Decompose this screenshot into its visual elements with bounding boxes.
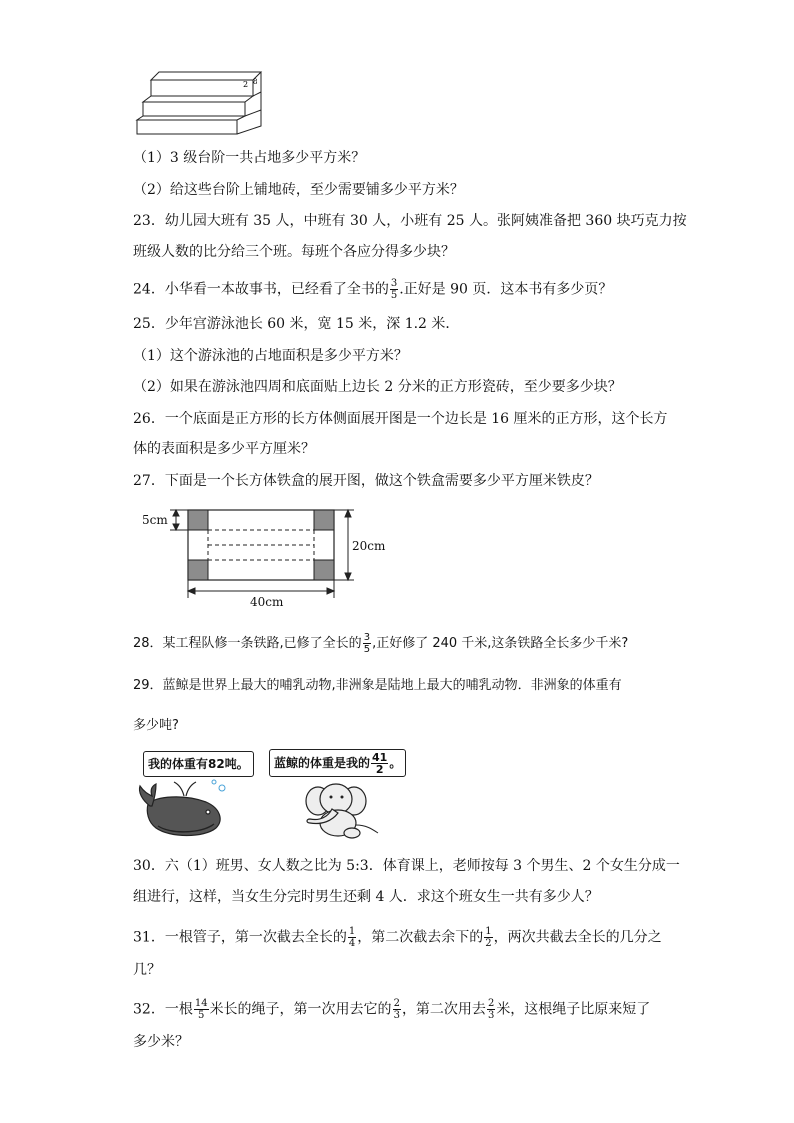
q31-line1 [133,926,662,949]
q32-fraction-2 [393,998,401,1021]
whale-speech-bubble: 我的体重有82吨。 [143,751,254,777]
q32-pre: 32．一根 [133,1001,193,1018]
q24-fraction [390,278,398,301]
q31-fraction-2 [484,926,492,949]
q31-fraction-1 [348,926,356,949]
corner-square-tl [188,510,208,530]
q30-line2: 组进行，这样，当女生分完时男生还剩 4 人．求这个班女生一共有多少人？ [133,889,599,905]
q31-frac2-den: 2 [485,938,492,949]
q24-frac-den: 5 [390,290,398,301]
stair-mid-face [143,96,253,102]
elephant-speech-bubble [269,749,406,777]
q22-sub1: （1）3 级台阶一共占地多少平方米？ [133,150,366,166]
q24-post: .正好是 90 页．这本书有多少页？ [399,281,613,298]
q32-frac3-num: 2 [487,998,495,1009]
q32-frac1-num: 14 [194,998,208,1009]
stair-side-edge [253,92,261,96]
dim-20cm-arrow-top [345,510,351,517]
elephant-frac-den: 2 [375,763,384,776]
stair-label-a: 2 [243,80,249,89]
q27-line1: 27．下面是一个长方体铁盒的展开图，做这个铁盒需要多少平方厘米铁皮？ [133,473,599,489]
q26-line2: 体的表面积是多少平方厘米？ [133,441,315,457]
whale-illustration [134,778,234,840]
stair-side-edge-2 [245,110,261,116]
dim-5cm-arrow-top [173,510,179,516]
q22-sub2: （2）给这些台阶上铺地砖，至少需要铺多少平方米？ [133,182,464,198]
q25-sub1: （1）这个游泳池的占地面积是多少平方米？ [133,348,408,364]
q32-fraction-3 [487,998,495,1021]
whale-body [147,797,220,836]
elephant-bubble-post: 。 [389,756,402,770]
q32-frac2-den: 3 [393,1010,400,1021]
elephant-bubble-fraction [371,752,388,775]
q31-post: ，两次共截去全长的几分之 [493,929,662,946]
q32-fraction-1 [194,998,209,1021]
q23-line1: 23．幼儿园大班有 35 人，中班有 30 人，小班有 25 人。张阿姨准备把 360 块巧克力按 [133,213,687,229]
elephant-frac-num: 41 [372,751,388,764]
corner-square-br [314,560,334,580]
q32-frac3-den: 3 [487,1010,495,1021]
whale-spout [174,782,196,796]
q30-line1: 30．六（1）班男、女人数之比为 5:3．体育课上，老师按每 3 个男生、2 个女生分成一 [133,858,680,874]
staircase-figure [133,68,265,136]
q32-mid2: ，第二次用去 [401,1001,486,1018]
stair-top-face [151,72,261,80]
q28-frac-num: 3 [363,632,371,643]
elephant-bubble-pre: 蓝鲸的体重是我的 [274,756,371,770]
whale-eye [206,810,210,814]
q31-mid: ，第二次截去余下的 [357,929,484,946]
corner-square-bl [188,560,208,580]
q25-line1: 25．少年宫游泳池长 60 米，宽 15 米，深 1.2 米． [133,316,460,332]
elephant-eye-left [330,796,333,799]
stair-low-face [137,116,245,120]
stair-label-b: 8 [253,78,258,86]
dim-5cm-arrow-bottom [173,524,179,530]
q28-pre: 28．某工程队修一条铁路,已修了全长的 [133,636,362,651]
q32-line2: 多少米？ [133,1034,189,1050]
q26-line1: 26．一个底面是正方形的长方体侧面展开图是一个边长是 16 厘米的正方形，这个长方 [133,411,668,427]
q29-line2: 多少吨? [133,718,179,733]
q31-frac1-den: 4 [348,938,356,949]
q32-frac2-num: 2 [393,998,400,1009]
dim-20cm-arrow-bottom [345,573,351,580]
q32-post: 米，这根绳子比原来短了 [496,1001,651,1018]
bubble-tiny [212,780,216,784]
stair-low-front [137,120,237,134]
label-40cm: 40cm [250,595,284,609]
elephant-foot [344,828,360,838]
q32-line1 [133,998,650,1021]
box-net-figure [140,502,400,612]
q25-sub2: （2）如果在游泳池四周和底面贴上边长 2 分米的正方形瓷砖，至少要多少块？ [133,379,622,395]
q29-line1: 29．蓝鲸是世界上最大的哺乳动物,非洲象是陆地上最大的哺乳动物．非洲象的体重有 [133,678,622,693]
q23-line2: 班级人数的比分给三个班。每班个各应分得多少块？ [133,244,455,260]
whale-tail [139,784,156,806]
label-5cm: 5cm [142,513,168,527]
q24 [133,278,612,301]
elephant-eye-right [341,796,344,799]
q28 [133,632,628,655]
q31-pre: 31．一根管子，第一次截去全长的 [133,929,347,946]
q31-frac1-num: 1 [348,926,356,937]
q31-frac2-num: 1 [485,926,492,937]
q32-frac1-den: 5 [198,1010,205,1021]
dim-40cm-arrow-right [327,588,334,594]
corner-square-tr [314,510,334,530]
stair-mid-front [143,102,245,116]
q24-pre: 24．小华看一本故事书，已经看了全书的 [133,281,389,298]
stair-top-front [151,80,253,96]
q31-line2: 几？ [133,962,161,978]
label-20cm: 20cm [352,539,386,553]
q28-fraction [363,632,371,655]
q28-frac-den: 5 [363,644,371,655]
bubble-small [219,785,225,791]
q28-post: ,正好修了 240 千米,这条铁路全长多少千米? [372,636,629,651]
dim-40cm-arrow-left [188,588,195,594]
elephant-illustration [292,779,392,839]
q24-frac-num: 3 [390,278,398,289]
q32-mid1: 米长的绳子，第一次用去它的 [209,1001,392,1018]
